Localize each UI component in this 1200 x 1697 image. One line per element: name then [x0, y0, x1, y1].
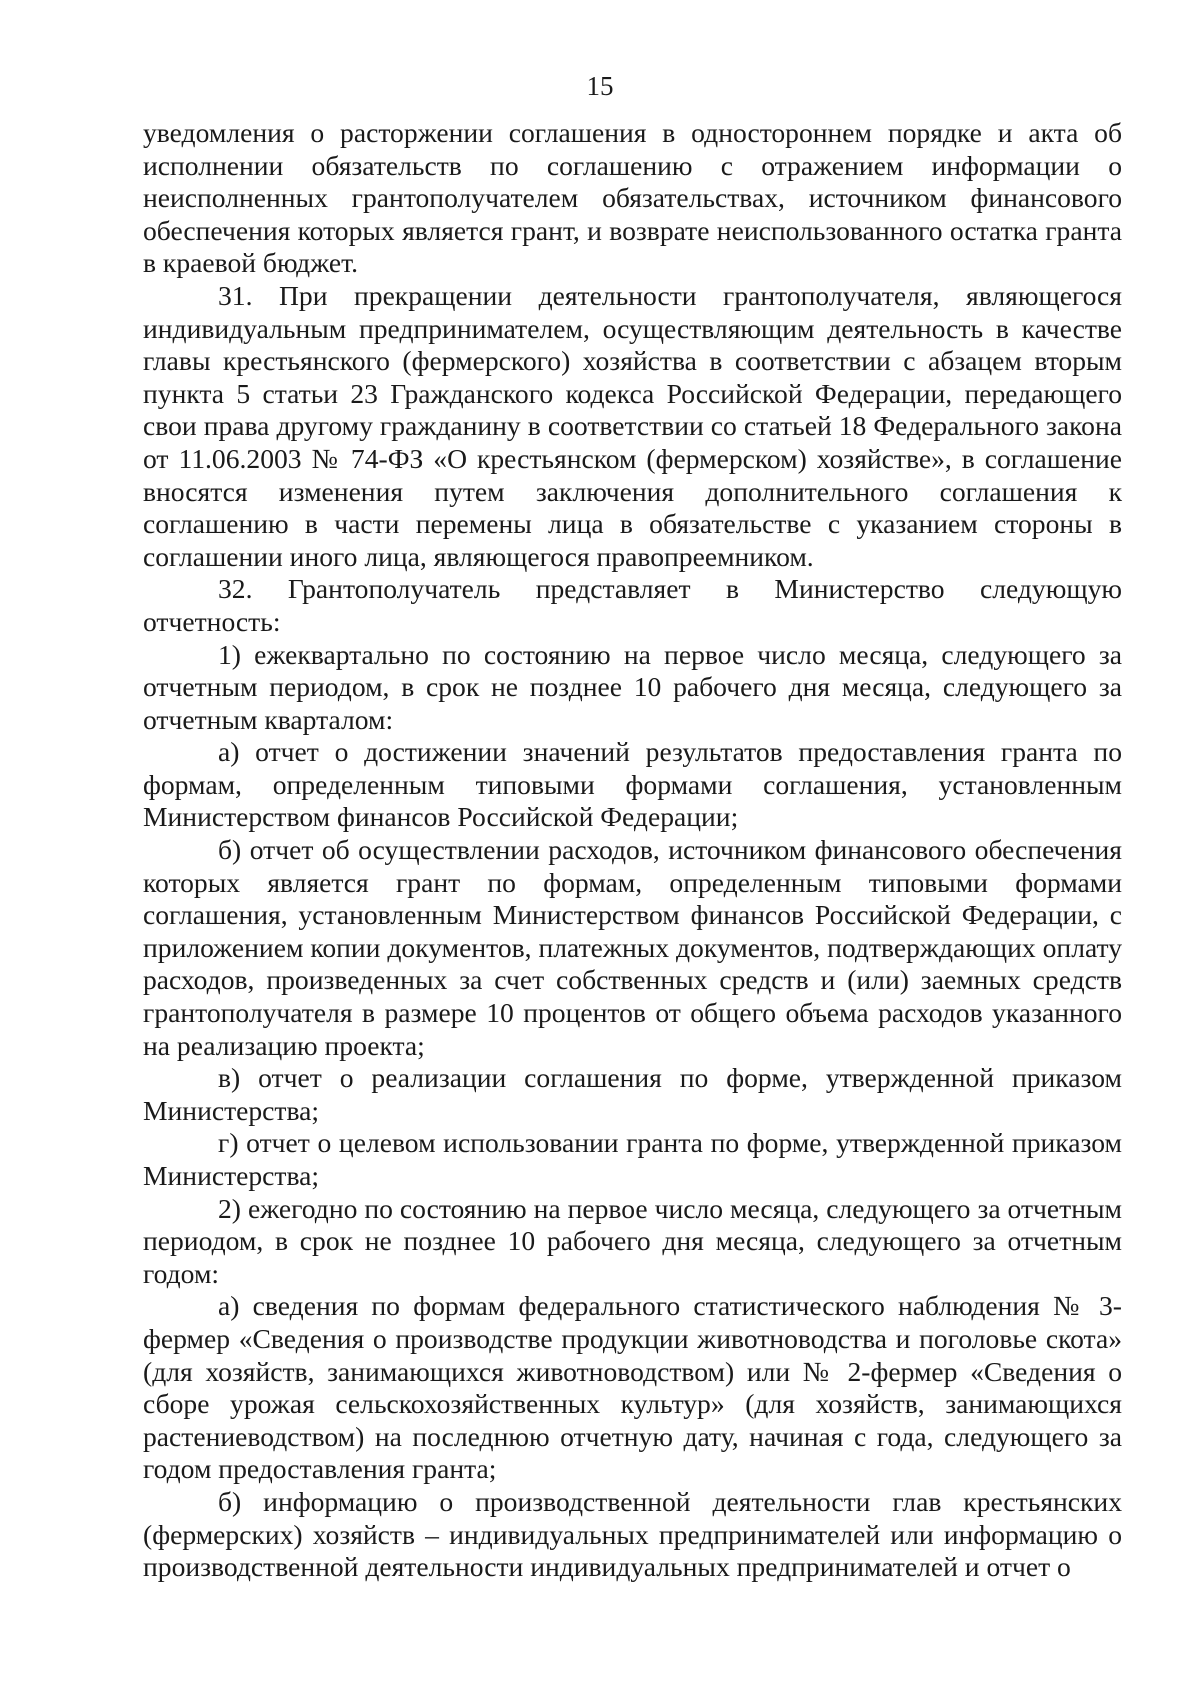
paragraph-subitem-1a: а) отчет о достижении значений результатов предоставления гранта по формам, определенным типовыми формами соглашения, установленным Министерством финансов Российской Федерации; — [143, 736, 1122, 833]
paragraph-subitem-2: 2) ежегодно по состоянию на первое число месяца, следующего за отчетным периодом, в срок не позднее 10 рабочего дня месяца, следующего за отчетным годом: — [143, 1192, 1122, 1289]
document-body — [143, 117, 1122, 1584]
paragraph-item-31: 31. При прекращении деятельности грантополучателя, являющегося индивидуальным предпринимателем, осуществляющим деятельность в качестве главы крестьянского (фермерского) хозяйства в соответствии с абзацем вторым пункта 5 статьи 23 Гражданского кодекса Российской Федерации, передающего свои права другому гражданину в соответствии со статьей 18 Федерального закона от 11.06.2003 № 74-ФЗ «О крестьянском (фермерском) хозяйстве», в соглашение вносятся изменения путем заключения дополнительного соглашения к соглашению в части перемены лица в обязательстве с указанием стороны в соглашении иного лица, являющегося правопреемником. — [143, 279, 1122, 572]
paragraph-subitem-2b: б) информацию о производственной деятельности глав крестьянских (фермерских) хозяйств – индивидуальных предпринимателей или информацию о производственной деятельности индивидуальных предпринимателей и отчет о — [143, 1485, 1122, 1583]
paragraph-subitem-1v: в) отчет о реализации соглашения по форме, утвержденной приказом Министерства; — [143, 1062, 1122, 1126]
paragraph-subitem-2a: а) сведения по формам федерального статистического наблюдения № 3-фермер «Сведения о производстве продукции животноводства и поголовье скота» (для хозяйств, занимающихся животноводством) или № 2-фермер «Сведения о сборе урожая сельскохозяйственных культур» (для хозяйств, занимающихся растениеводством) на последнюю отчетную дату, начиная с года, следующего за годом предоставления гранта; — [143, 1290, 1122, 1485]
paragraph-item-32: 32. Грантополучатель представляет в Министерство следующую отчетность: — [143, 573, 1122, 637]
paragraph-subitem-1: 1) ежеквартально по состоянию на первое число месяца, следующего за отчетным периодом, в срок не позднее 10 рабочего дня месяца, следующего за отчетным кварталом: — [143, 638, 1122, 735]
page-number: 15 — [586, 71, 614, 101]
paragraph-continuation: уведомления о расторжении соглашения в одностороннем порядке и акта об исполнении обязательств по соглашению с отражением информации о неисполненных грантополучателем обязательствах, источником финансового обеспечения которых является грант, и возврате неиспользованного остатка гранта в краевой бюджет. — [143, 117, 1122, 279]
paragraph-subitem-1b: б) отчет об осуществлении расходов, источником финансового обеспечения которых является грант по формам, определенным типовыми формами соглашения, установленным Министерством финансов Российской Федерации, с приложением копии документов, платежных документов, подтверждающих оплату расходов, произведенных за счет собственных средств и (или) заемных средств грантополучателя в размере 10 процентов от общего объема расходов указанного на реализацию проекта; — [143, 834, 1122, 1061]
paragraph-subitem-1g: г) отчет о целевом использовании гранта по форме, утвержденной приказом Министерства; — [143, 1127, 1122, 1191]
